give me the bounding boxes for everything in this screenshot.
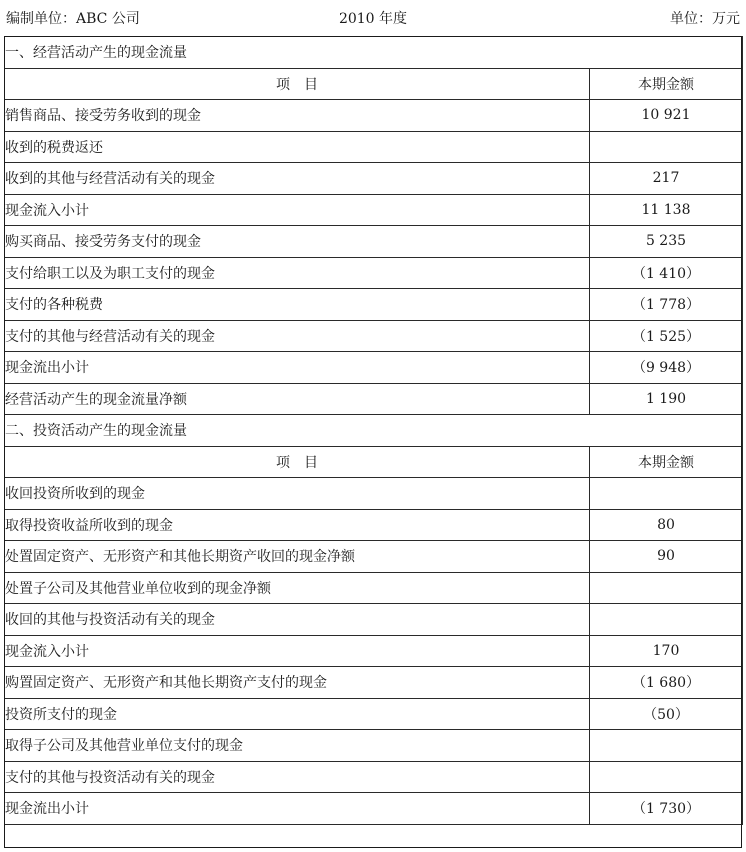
row-amount: （50）: [590, 698, 743, 730]
row-amount: （1 778）: [590, 289, 743, 321]
row-amount: [590, 131, 743, 163]
table-row: [5, 698, 743, 730]
row-amount: [590, 478, 743, 510]
row-label: 收到的税费返还: [5, 131, 590, 163]
row-amount: 10 921: [590, 100, 743, 132]
row-label: 现金流出小计: [5, 793, 590, 825]
table-row: [5, 730, 743, 762]
table-row: [5, 131, 743, 163]
row-label: 销售商品、接受劳务收到的现金: [5, 100, 590, 132]
row-amount: （1 410）: [590, 257, 743, 289]
row-label: 购买商品、接受劳务支付的现金: [5, 226, 590, 258]
row-amount: [590, 761, 743, 793]
table-row: [5, 289, 743, 321]
table-row: [5, 352, 743, 384]
row-label: 现金流入小计: [5, 194, 590, 226]
row-label: 现金流入小计: [5, 635, 590, 667]
row-amount: 170: [590, 635, 743, 667]
row-label: 支付的各种税费: [5, 289, 590, 321]
section-title: 二、投资活动产生的现金流量: [5, 415, 743, 447]
row-label: 支付给职工以及为职工支付的现金: [5, 257, 590, 289]
row-label: 支付的其他与投资活动有关的现金: [5, 761, 590, 793]
row-amount: [590, 604, 743, 636]
row-amount: [590, 730, 743, 762]
row-label: 收回投资所收到的现金: [5, 478, 590, 510]
table-row: [5, 226, 743, 258]
column-header-item: 项 目: [5, 68, 590, 100]
row-amount: 217: [590, 163, 743, 195]
row-amount: 11 138: [590, 194, 743, 226]
row-amount: 90: [590, 541, 743, 573]
report-header: [6, 6, 740, 30]
cash-flow-table: [4, 36, 743, 825]
table-row: [5, 383, 743, 415]
column-header-item: 项 目: [5, 446, 590, 478]
row-label: 收到的其他与经营活动有关的现金: [5, 163, 590, 195]
table-row: [5, 604, 743, 636]
row-amount: 80: [590, 509, 743, 541]
row-label: 处置固定资产、无形资产和其他长期资产收回的现金净额: [5, 541, 590, 573]
row-label: 支付的其他与经营活动有关的现金: [5, 320, 590, 352]
table-row: [5, 194, 743, 226]
currency-unit: 单位：万元: [670, 11, 740, 27]
row-label: 购置固定资产、无形资产和其他长期资产支付的现金: [5, 667, 590, 699]
row-amount: （9 948）: [590, 352, 743, 384]
company-unit: 编制单位：ABC 公司: [6, 11, 140, 27]
section-row: [5, 37, 743, 69]
table-row: [5, 635, 743, 667]
table-row: [5, 100, 743, 132]
column-header-row: [5, 68, 743, 100]
row-amount: （1 525）: [590, 320, 743, 352]
table-row: [5, 163, 743, 195]
row-amount: 1 190: [590, 383, 743, 415]
section-title: 一、经营活动产生的现金流量: [5, 37, 743, 69]
row-label: 取得子公司及其他营业单位支付的现金: [5, 730, 590, 762]
table-row: [5, 667, 743, 699]
table-row: [5, 257, 743, 289]
table-row: [5, 478, 743, 510]
row-label: 投资所支付的现金: [5, 698, 590, 730]
row-label: 经营活动产生的现金流量净额: [5, 383, 590, 415]
table-row: [5, 572, 743, 604]
row-label: 取得投资收益所收到的现金: [5, 509, 590, 541]
row-amount: 5 235: [590, 226, 743, 258]
row-amount: [590, 572, 743, 604]
table-row: [5, 320, 743, 352]
row-amount: （1 730）: [590, 793, 743, 825]
row-amount: （1 680）: [590, 667, 743, 699]
column-header-amount: 本期金额: [590, 446, 743, 478]
report-period: 2010 年度: [338, 11, 408, 27]
column-header-row: [5, 446, 743, 478]
row-label: 处置子公司及其他营业单位收到的现金净额: [5, 572, 590, 604]
section-row: [5, 415, 743, 447]
column-header-amount: 本期金额: [590, 68, 743, 100]
table-row: [5, 761, 743, 793]
row-label: 收回的其他与投资活动有关的现金: [5, 604, 590, 636]
row-label: 现金流出小计: [5, 352, 590, 384]
table-row: [5, 509, 743, 541]
table-row: [5, 541, 743, 573]
table-row: [5, 793, 743, 825]
